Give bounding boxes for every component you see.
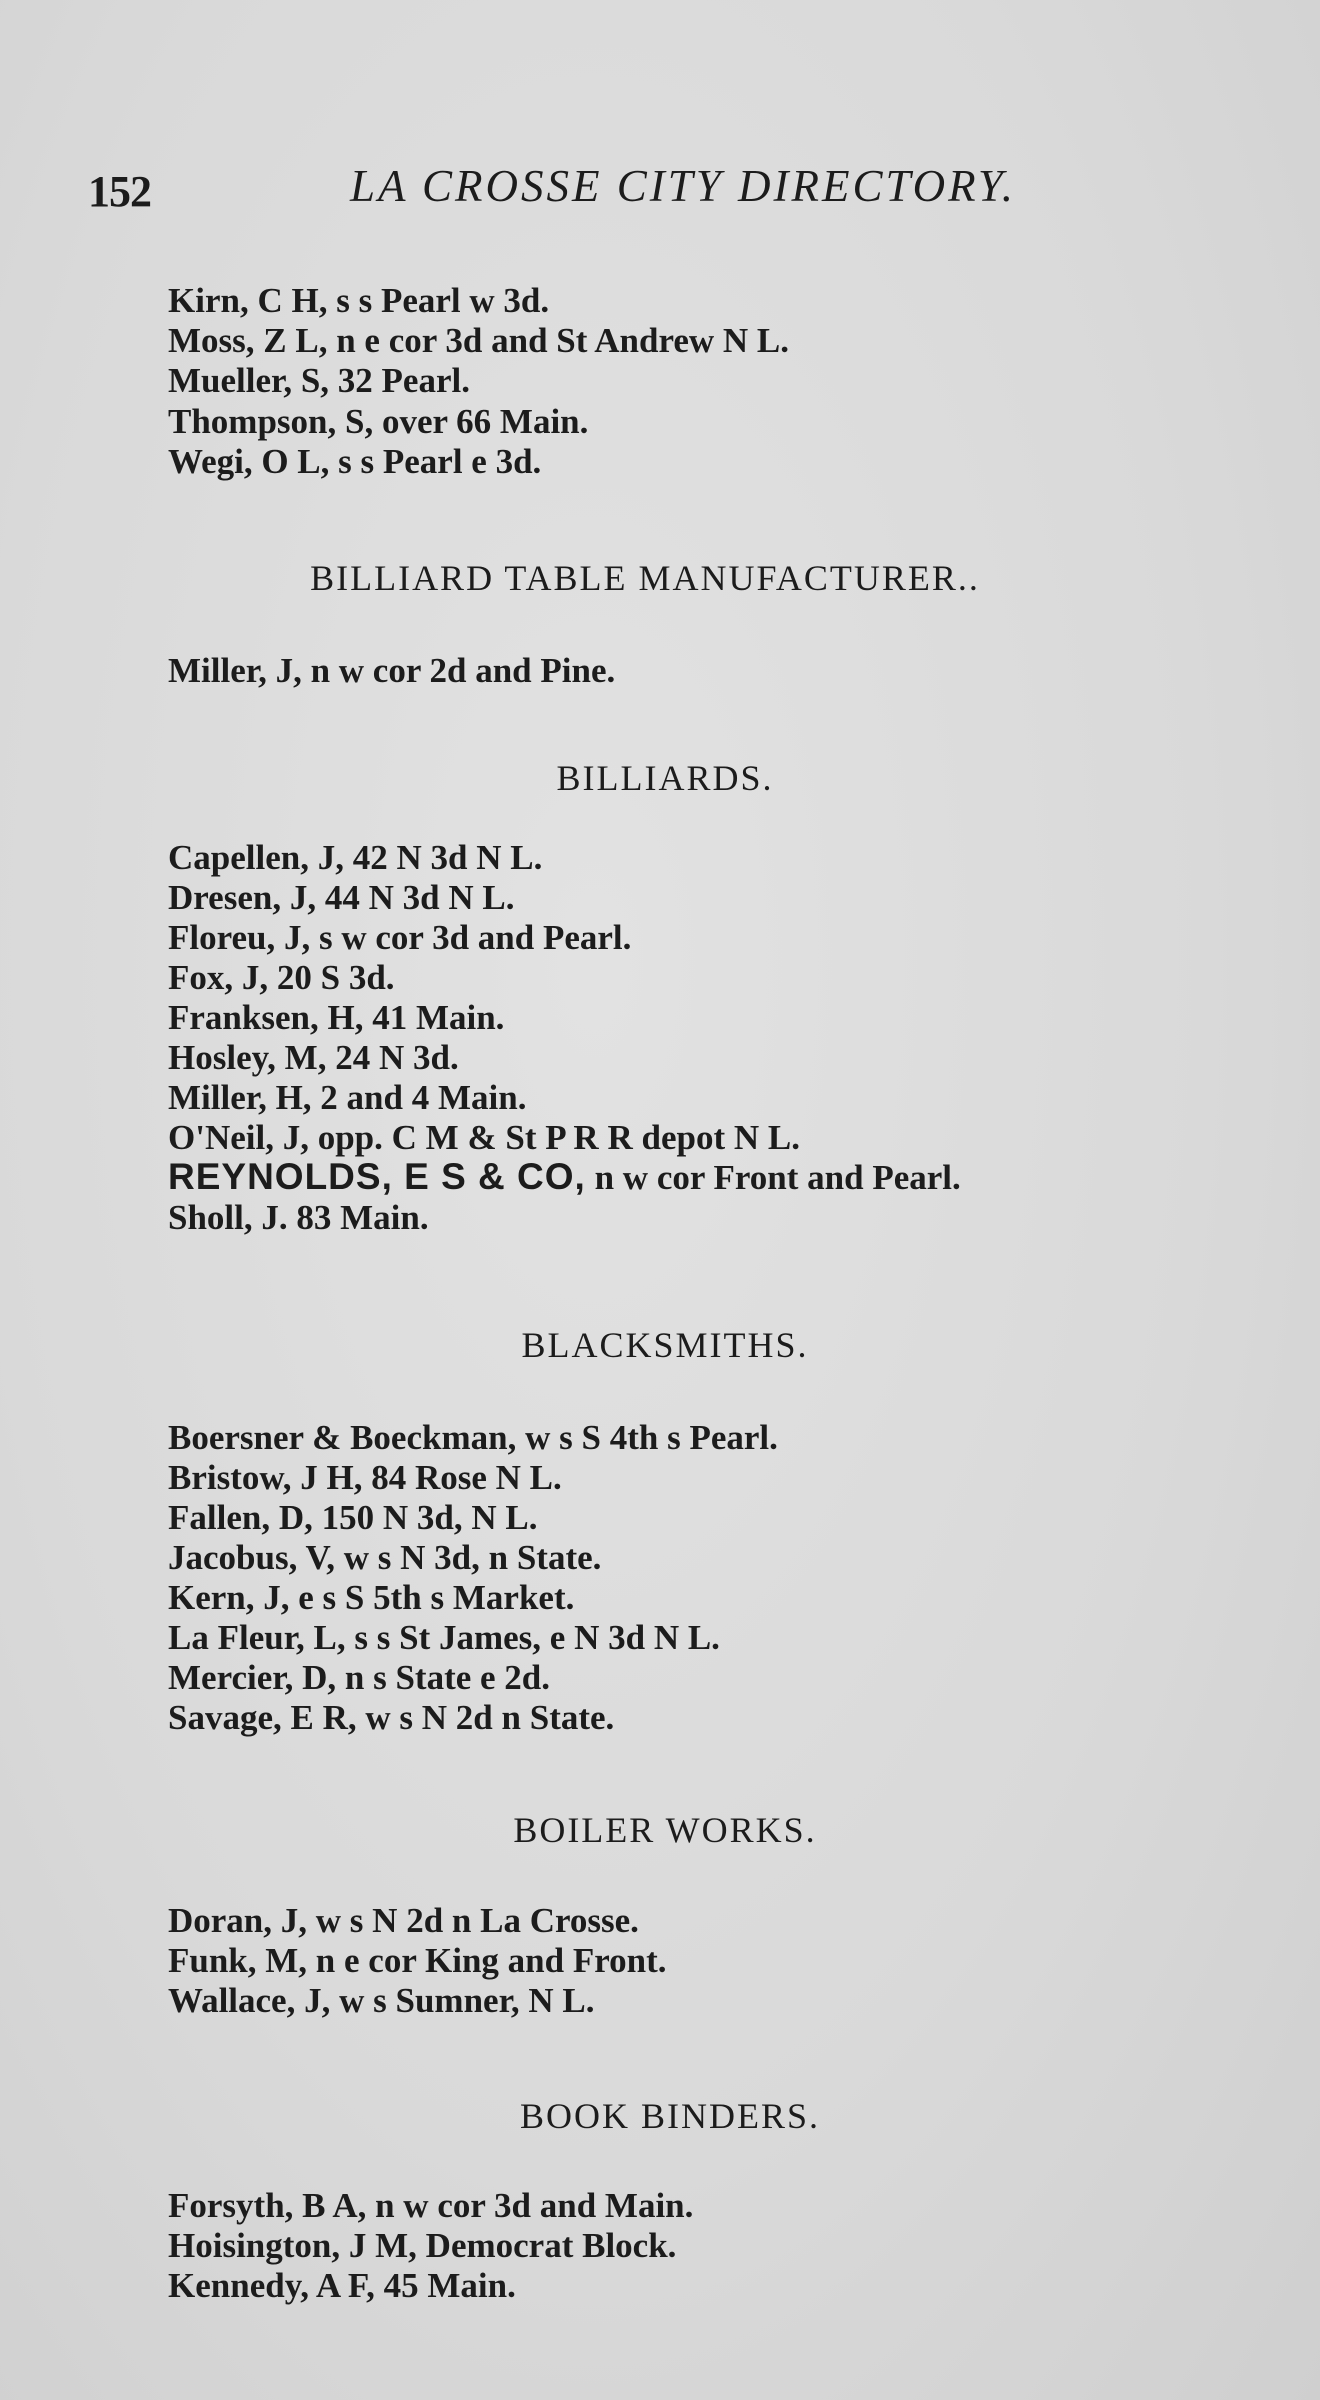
section-heading-billiards: BILLIARDS. xyxy=(556,758,774,798)
section-heading-book-binders: BOOK BINDERS. xyxy=(519,2096,821,2136)
list-item: Doran, J, w s N 2d n La Crosse. xyxy=(168,1901,639,1940)
list-item: La Fleur, L, s s St James, e N 3d N L. xyxy=(168,1618,720,1657)
bold-business-name: REYNOLDS, E S & CO, xyxy=(168,1156,586,1197)
list-item: Hoisington, J M, Democrat Block. xyxy=(168,2226,677,2265)
business-address: n w cor Front and Pearl. xyxy=(585,1158,961,1197)
list-item: Kirn, C H, s s Pearl w 3d. xyxy=(168,281,550,320)
running-title: LA CROSSE CITY DIRECTORY. xyxy=(350,161,1016,211)
list-item: Moss, Z L, n e cor 3d and St Andrew N L. xyxy=(168,321,790,360)
list-item: Kern, J, e s S 5th s Market. xyxy=(168,1578,575,1617)
list-item: Wegi, O L, s s Pearl e 3d. xyxy=(168,442,542,481)
list-item: Hosley, M, 24 N 3d. xyxy=(168,1038,459,1077)
page-header xyxy=(88,160,1088,220)
list-item: Forsyth, B A, n w cor 3d and Main. xyxy=(168,2186,694,2225)
list-item: Jacobus, V, w s N 3d, n State. xyxy=(168,1538,602,1577)
list-item: Boersner & Boeckman, w s S 4th s Pearl. xyxy=(168,1418,778,1457)
list-item: Mercier, D, n s State e 2d. xyxy=(168,1658,551,1697)
list-item: Bristow, J H, 84 Rose N L. xyxy=(168,1458,562,1497)
list-item-bold xyxy=(168,1158,961,1195)
list-item: O'Neil, J, opp. C M & St P R R depot N L. xyxy=(168,1118,800,1157)
list-item: Miller, H, 2 and 4 Main. xyxy=(168,1078,527,1117)
page-number: 152 xyxy=(88,167,151,216)
list-item: Savage, E R, w s N 2d n State. xyxy=(168,1698,615,1737)
list-item: Sholl, J. 83 Main. xyxy=(168,1198,429,1237)
list-item: Fallen, D, 150 N 3d, N L. xyxy=(168,1498,538,1537)
list-item: Wallace, J, w s Sumner, N L. xyxy=(168,1981,595,2020)
list-item: Thompson, S, over 66 Main. xyxy=(168,402,589,441)
section-heading-boiler-works: BOILER WORKS. xyxy=(513,1810,817,1850)
list-item: Floreu, J, s w cor 3d and Pearl. xyxy=(168,918,632,957)
list-item: Dresen, J, 44 N 3d N L. xyxy=(168,878,515,917)
section-heading-billiard-table-manufacturer: BILLIARD TABLE MANUFACTURER.. xyxy=(310,558,980,598)
list-item: Capellen, J, 42 N 3d N L. xyxy=(168,838,543,877)
list-item: Franksen, H, 41 Main. xyxy=(168,998,505,1037)
list-item: Kennedy, A F, 45 Main. xyxy=(168,2266,516,2305)
section-heading-blacksmiths: BLACKSMITHS. xyxy=(521,1325,809,1365)
list-item: Mueller, S, 32 Pearl. xyxy=(168,361,470,400)
list-item: Miller, J, n w cor 2d and Pine. xyxy=(168,651,616,690)
list-item: Fox, J, 20 S 3d. xyxy=(168,958,395,997)
list-item: Funk, M, n e cor King and Front. xyxy=(168,1941,667,1980)
